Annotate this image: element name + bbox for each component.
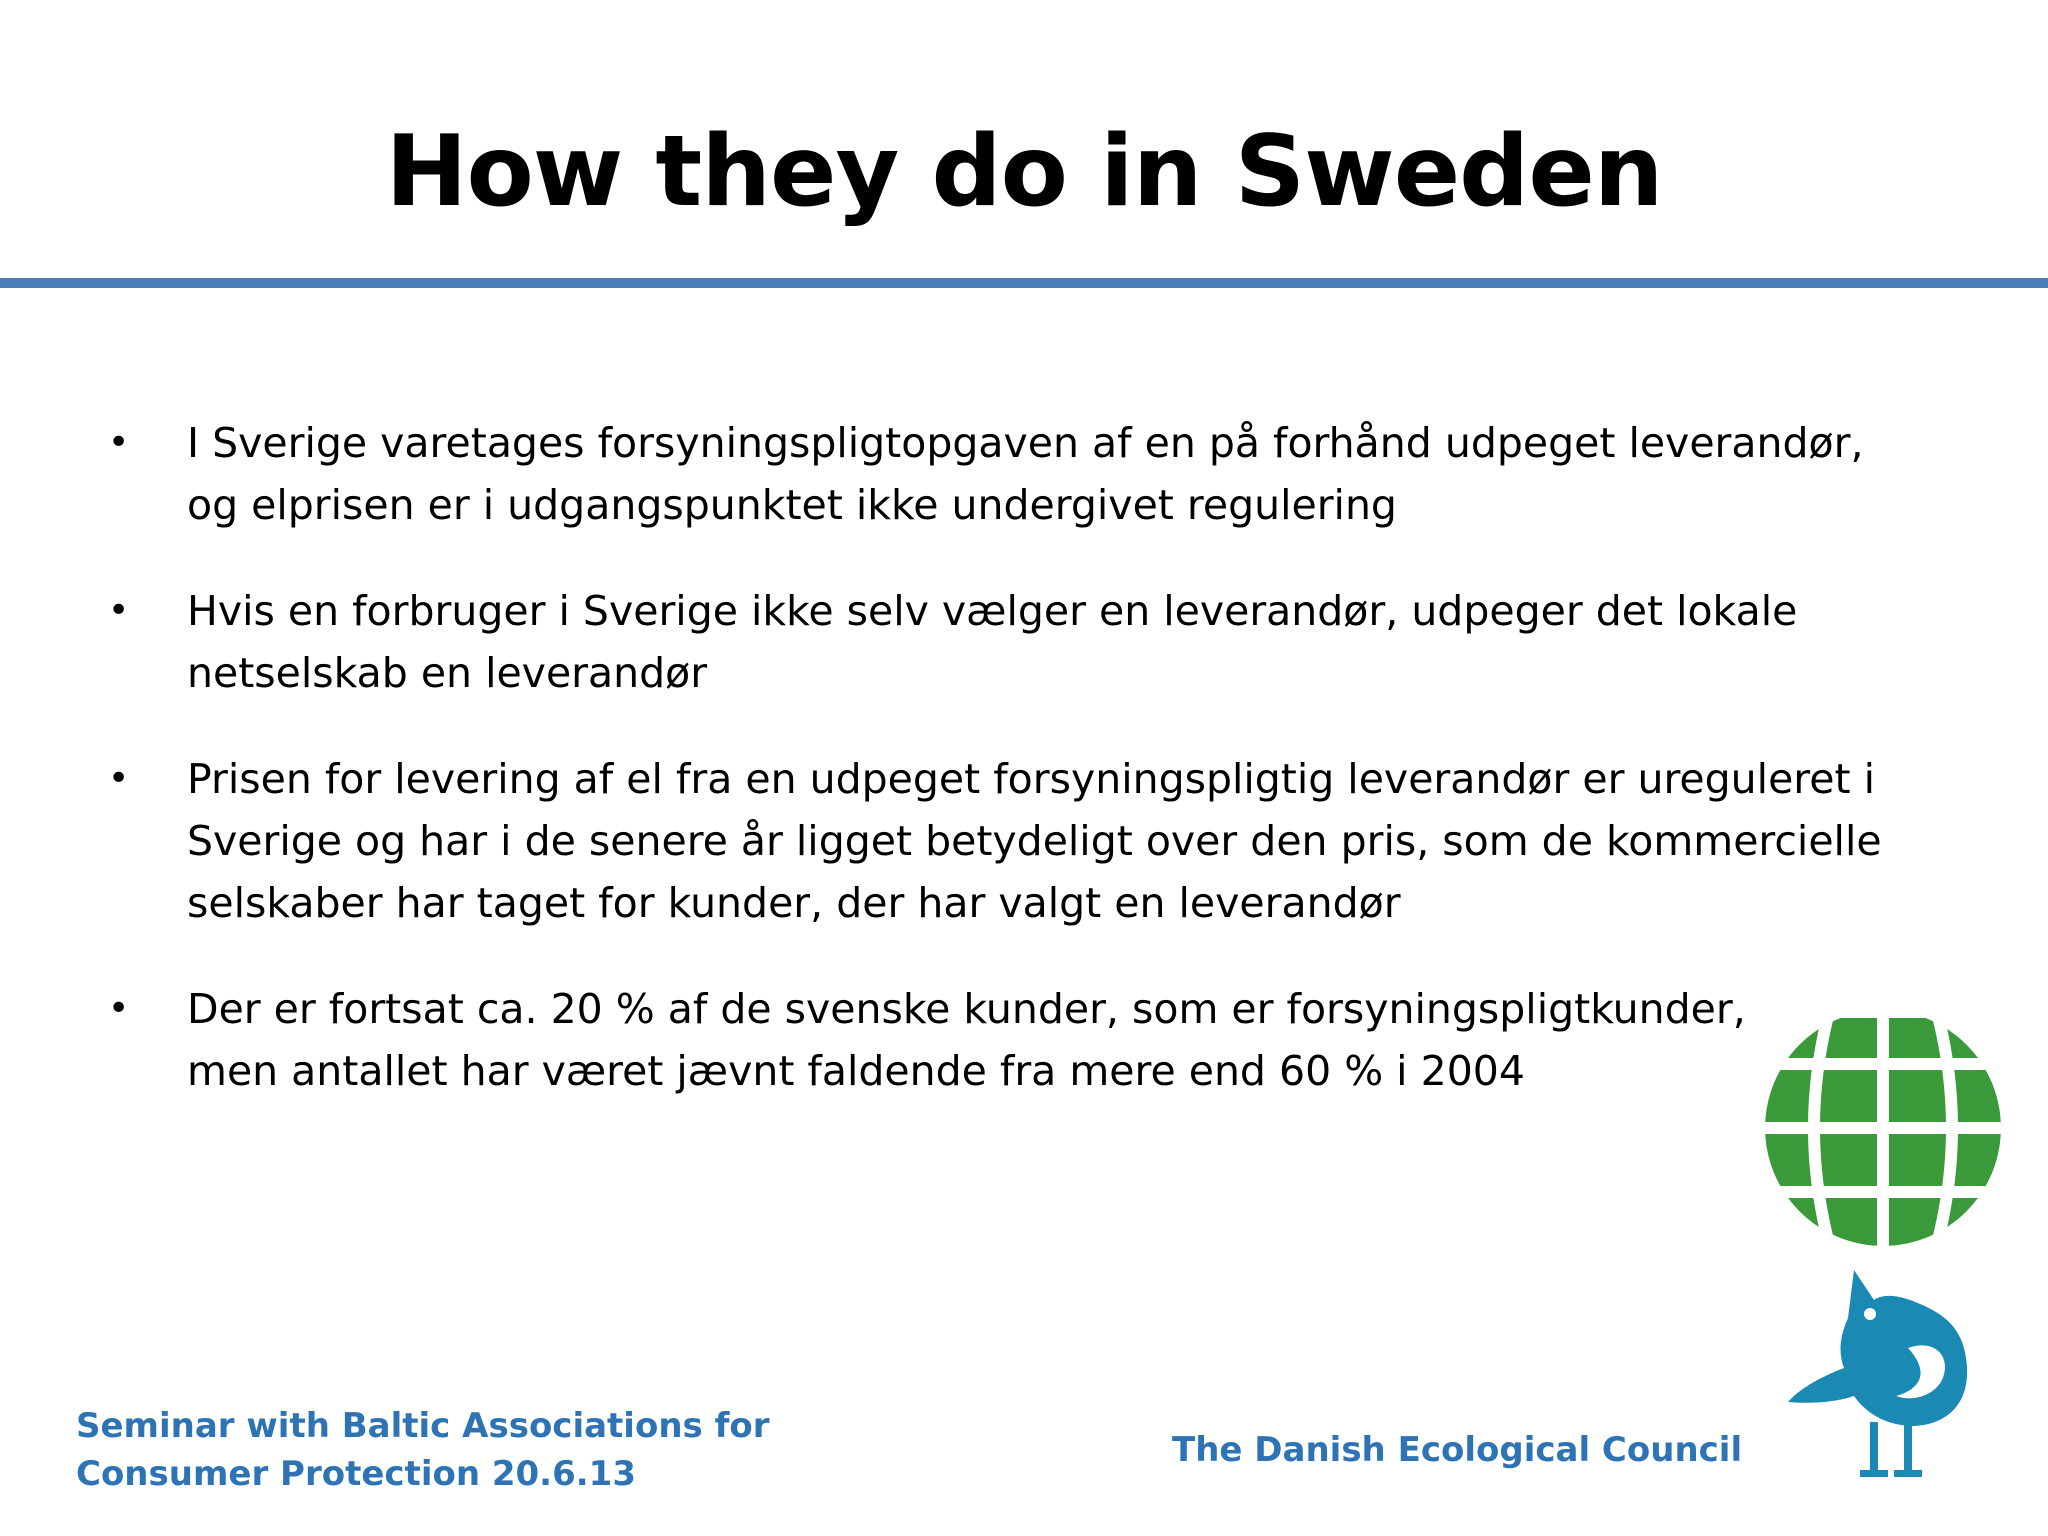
bullet-line: og elprisen er i udgangspunktet ikke undergivet regulering — [187, 481, 1397, 529]
bullet-item — [108, 412, 1888, 536]
globe-icon — [1758, 1018, 2008, 1258]
organization-name: The Danish Ecological Council — [1172, 1430, 1743, 1470]
bullet-line: Der er fortsat ca. 20 % af de svenske kunder, som er forsyningspligtkunder, — [187, 985, 1746, 1033]
seminar-footer-line: Seminar with Baltic Associations for — [76, 1406, 770, 1446]
bullet-line: Sverige og har i de senere år ligget betydeligt over den pris, som de kommercielle — [187, 817, 1882, 865]
bullet-marker: • — [108, 590, 130, 631]
title-divider — [0, 278, 2048, 288]
bullet-marker: • — [108, 422, 130, 463]
bullet-line: Prisen for levering af el fra en udpeget forsyningspligtig leverandør er ureguleret i — [187, 755, 1875, 803]
bullet-marker: • — [108, 988, 130, 1029]
globe-and-bird-logo-icon — [1758, 1018, 2008, 1488]
bullet-line: Hvis en forbruger i Sverige ikke selv vælger en leverandør, udpeger det lokale — [187, 587, 1798, 635]
bullet-list — [108, 412, 1888, 1146]
bullet-marker: • — [108, 758, 130, 799]
bullet-line: men antallet har været jævnt faldende fra mere end 60 % i 2004 — [187, 1047, 1525, 1095]
seminar-footer-line: Consumer Protection 20.6.13 — [76, 1454, 636, 1494]
slide-title: How they do in Sweden — [385, 115, 1663, 229]
bullet-line: selskaber har taget for kunder, der har valgt en leverandør — [187, 879, 1401, 927]
bullet-item — [108, 978, 1888, 1102]
bullet-line: I Sverige varetages forsyningspligtopgaven af en på forhånd udpeget leverandør, — [187, 419, 1864, 467]
bullet-line: netselskab en leverandør — [187, 649, 708, 697]
seminar-footer — [76, 1402, 796, 1498]
bullet-item — [108, 748, 1888, 934]
bird-icon — [1788, 1270, 1967, 1477]
bullet-item — [108, 580, 1888, 704]
